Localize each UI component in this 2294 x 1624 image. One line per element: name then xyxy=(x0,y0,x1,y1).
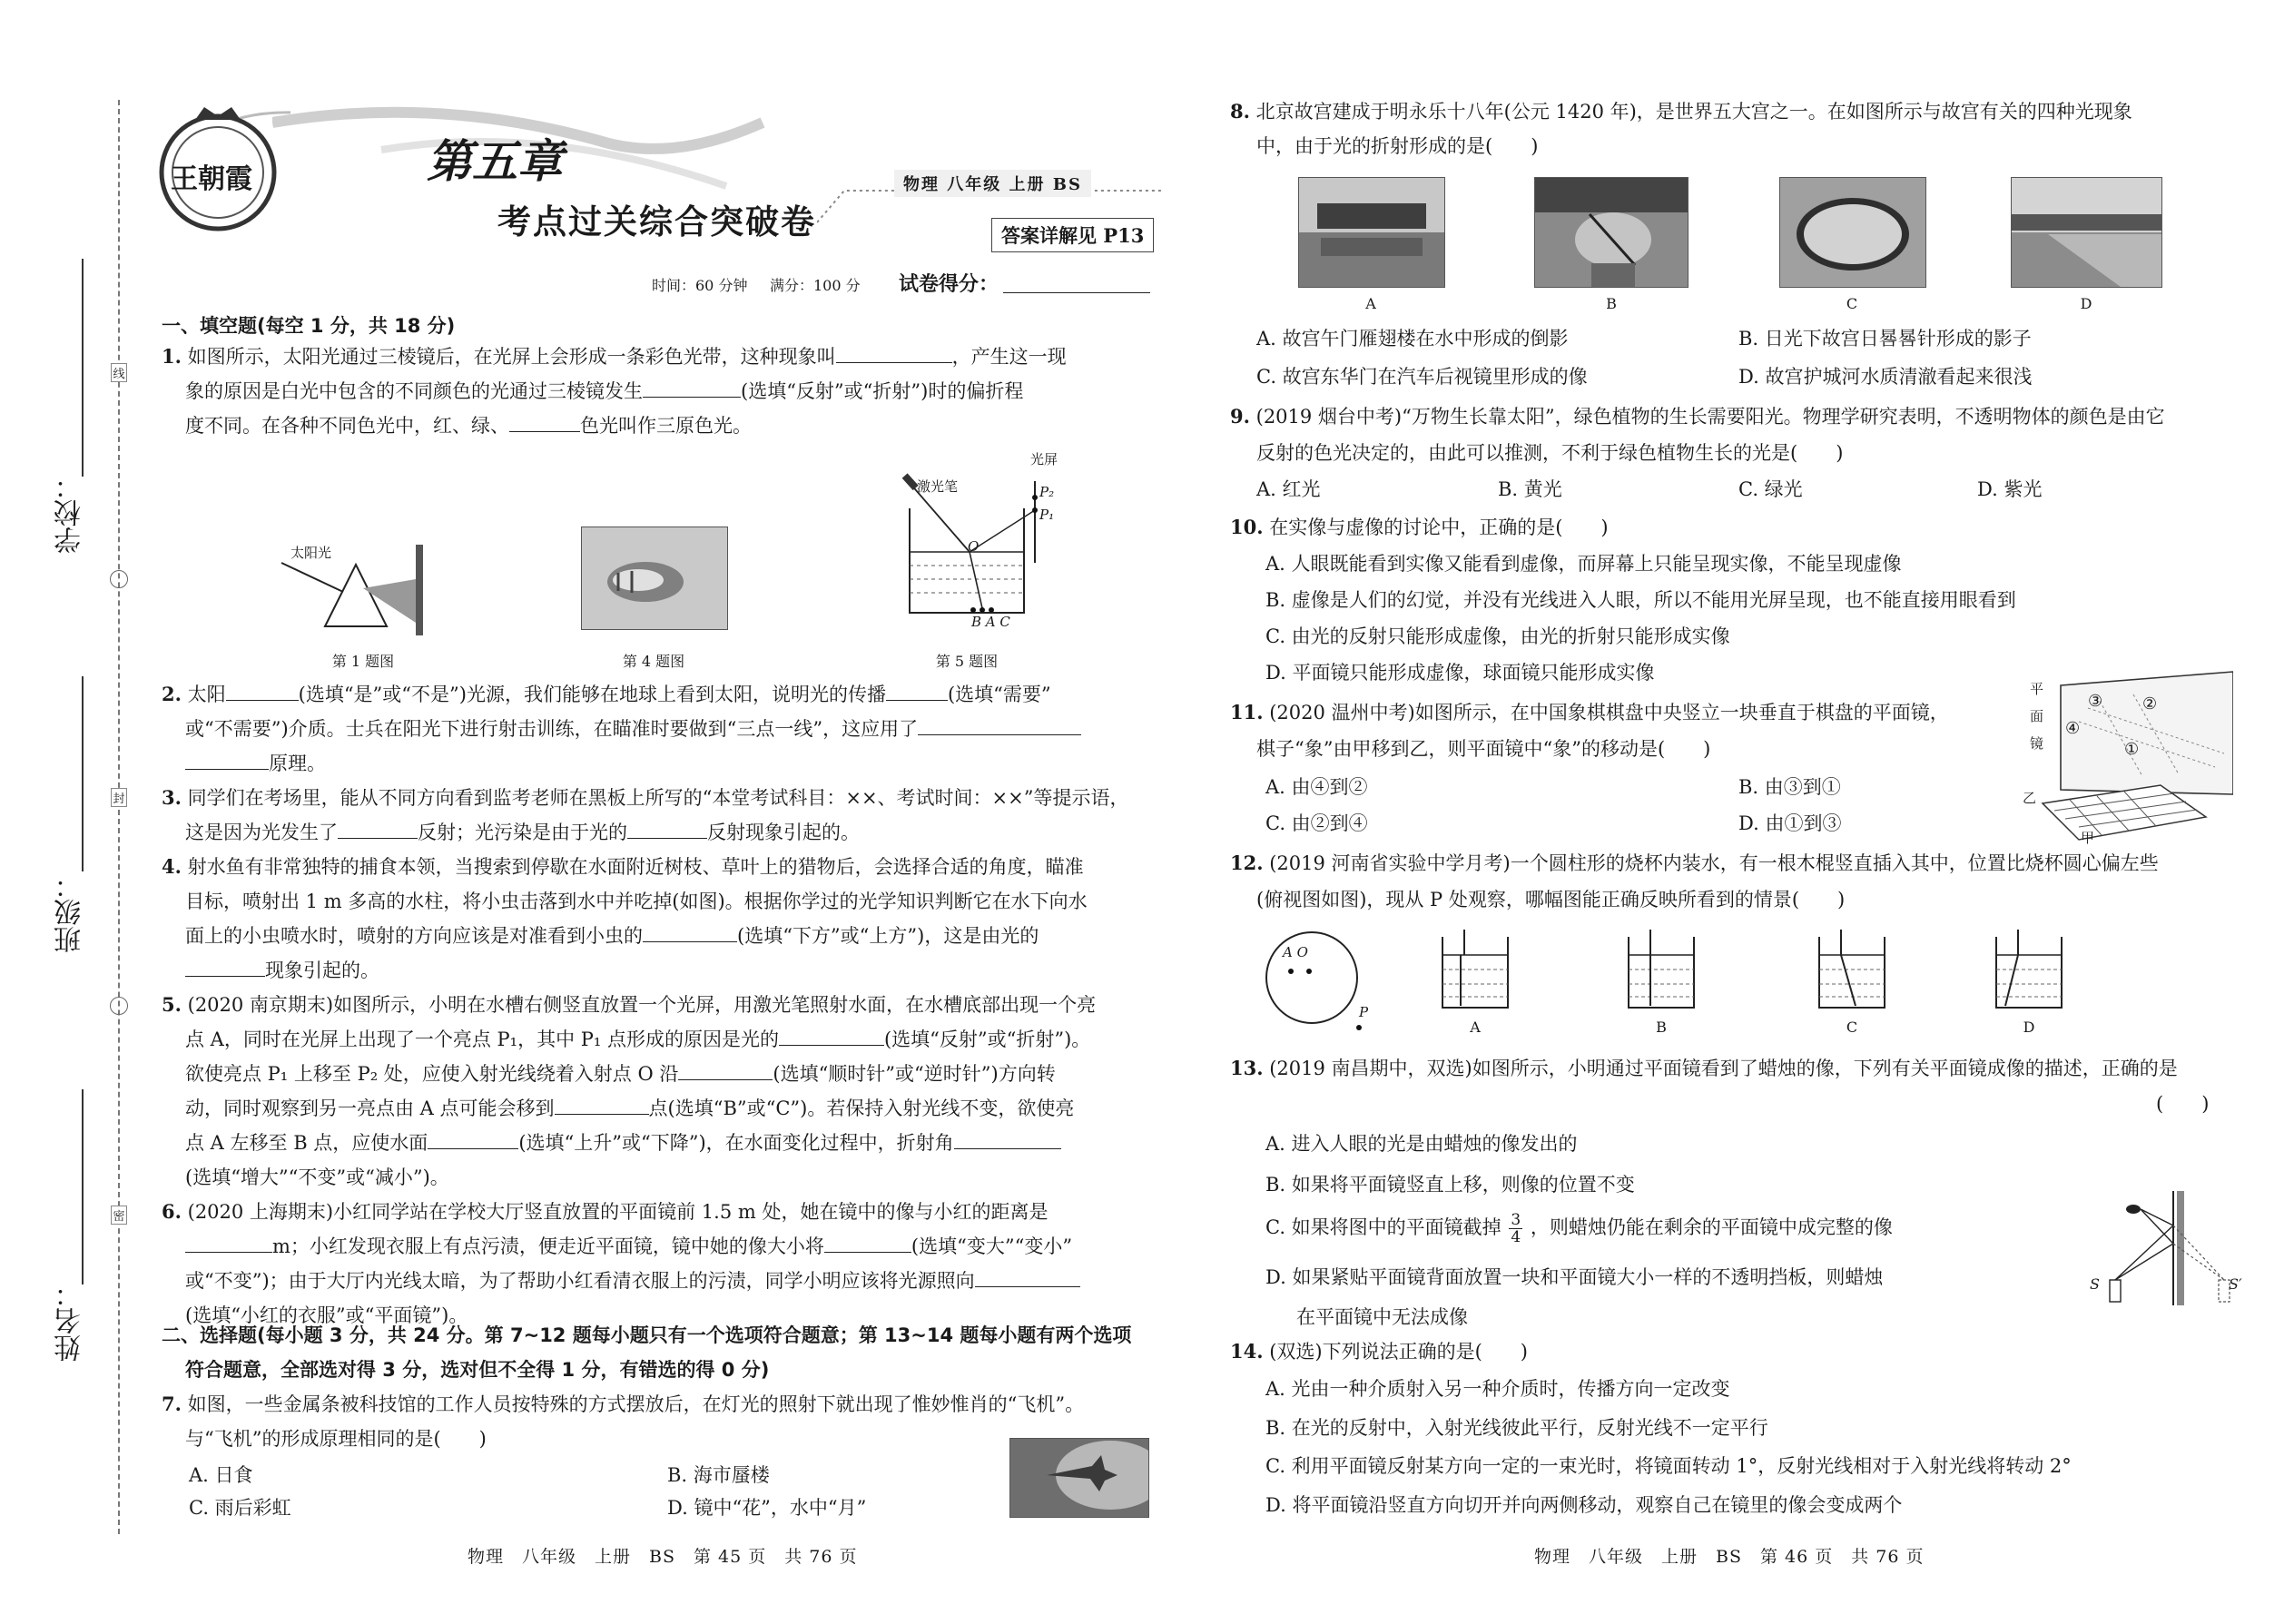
figure-5-caption: 第 5 题图 xyxy=(935,653,999,670)
q7-option-b[interactable]: B. 海市蜃楼 xyxy=(667,1464,770,1486)
name-label: 姓名： xyxy=(54,1280,86,1362)
question-4 xyxy=(162,850,1160,884)
question-1 xyxy=(162,340,1160,374)
points-bac-label: B A C xyxy=(971,614,1010,630)
q11-circle-4: ④ xyxy=(2065,719,2081,738)
q6-text-b: m；小红发现衣服上有点污渍，便走近平面镜，镜中她的像大小将 xyxy=(272,1235,824,1257)
question-7-line-2 xyxy=(185,1422,821,1456)
question-number: 10. xyxy=(1230,516,1264,538)
q12-label-a: A xyxy=(1470,1019,1481,1036)
q12-option-d-figure[interactable] xyxy=(1993,928,2065,1009)
q11-text-b: 棋子“象”由甲移到乙，则平面镜中“象”的移动是( ) xyxy=(1256,738,1711,760)
q13-option-c-text-2: ，则蜡烛仍能在剩余的平面镜中成完整的像 xyxy=(1530,1216,1893,1238)
question-1-line-2 xyxy=(185,374,1166,408)
q9-option-c[interactable]: C. 绿光 xyxy=(1738,478,1803,500)
q8-option-c[interactable]: C. 故宫东华门在汽车后视镜里形成的像 xyxy=(1256,366,1588,388)
q12-option-b-figure[interactable] xyxy=(1625,928,1698,1009)
q7-option-d[interactable]: D. 镜中“花”，水中“月” xyxy=(667,1497,867,1519)
q8-option-d[interactable]: D. 故宫护城河水质清澈看起来很浅 xyxy=(1738,366,2033,388)
q11-option-b[interactable]: B. 由③到① xyxy=(1738,776,1841,798)
q7-airplane-shadow-photo xyxy=(1009,1438,1149,1518)
q13-label-s-prime: S′ xyxy=(2229,1275,2242,1293)
q8-label-a: A xyxy=(1365,295,1376,312)
q11-mirror-label-1: 平 xyxy=(2030,681,2044,697)
q1-text-b: ，产生这一现 xyxy=(951,346,1067,368)
question-number: 3. xyxy=(162,786,182,809)
question-7 xyxy=(162,1387,1160,1422)
score-label: 试卷得分： xyxy=(899,272,999,296)
q13-fraction xyxy=(1509,1212,1522,1245)
q2-text-a: 太阳 xyxy=(187,684,226,705)
binding-dashed-line xyxy=(118,100,120,1534)
q5-text-c: (选填“反射”或“折射”)。 xyxy=(883,1029,1091,1050)
q1-blank-2[interactable] xyxy=(643,375,741,398)
binding-mark-mi: 密 xyxy=(111,1206,127,1225)
question-11-line-2 xyxy=(1256,732,2019,766)
full-score-label: 满分：100 分 xyxy=(770,277,861,294)
question-13 xyxy=(1230,1051,2247,1086)
q12-label-b: B xyxy=(1656,1019,1667,1036)
question-number: 4. xyxy=(162,855,182,878)
q14-text-a: (双选)下列说法正确的是( ) xyxy=(1269,1341,1529,1363)
q12-label-c: C xyxy=(1846,1019,1858,1036)
q1-blank-1[interactable] xyxy=(836,340,952,363)
q5-text-a: (2020 南京期末)如图所示，小明在水槽右侧竖直放置一个光屏，用激光笔照射水面，在水槽底部出现一个亮 xyxy=(187,994,1097,1016)
school-label: 学校： xyxy=(54,472,86,554)
q2-text-b: (选填“是”或“不是”)光源，我们能够在地球上看到太阳，说明光的传播 xyxy=(298,684,886,705)
q5-text-h: 点 A 左移至 B 点，应使水面 xyxy=(185,1132,428,1154)
q4-blank-2[interactable] xyxy=(185,954,265,977)
q11-label-yi: 乙 xyxy=(2023,790,2037,806)
question-5-line-5 xyxy=(185,1126,1166,1160)
q6-blank-3[interactable] xyxy=(975,1265,1080,1287)
binding-mark-feng: 封 xyxy=(111,788,127,807)
q6-text-e: (选填“小红的衣服”或“平面镜”)。 xyxy=(185,1304,468,1326)
q2-blank-3[interactable] xyxy=(918,713,1081,735)
question-number: 2. xyxy=(162,683,182,705)
q12-text-b: (俯视图如图)，现从 P 处观察，哪幅图能正确反映所看到的情景( ) xyxy=(1256,889,1846,910)
q13-option-a[interactable]: A. 进入人眼的光是由蜡烛的像发出的 xyxy=(1265,1133,1578,1155)
answer-reference-box[interactable]: 答案详解见 P13 xyxy=(991,218,1154,252)
q8-photo-c-mirror[interactable] xyxy=(1779,177,1926,288)
chapter-title: 第五章 xyxy=(427,135,563,188)
q1-text-e: 度不同。在各种不同色光中，红、绿、 xyxy=(185,415,509,437)
question-number: 1. xyxy=(162,345,182,368)
q4-blank-1[interactable] xyxy=(643,920,737,942)
question-5-line-6 xyxy=(185,1160,1166,1195)
q4-text-b: 目标，喷射出 1 m 多高的水柱，将小虫击落到水中并吃掉(如图)。根据你学过的光学知识判断它在水下向水 xyxy=(185,891,1088,912)
q14-option-b[interactable]: B. 在光的反射中，入射光线彼此平行，反射光线不一定平行 xyxy=(1265,1417,1768,1439)
q13-label-s: S xyxy=(2090,1275,2100,1293)
question-6-line-3 xyxy=(185,1264,1166,1298)
q7-option-a[interactable]: A. 日食 xyxy=(189,1464,253,1486)
q8-option-a[interactable]: A. 故宫午门雁翅楼在水中形成的倒影 xyxy=(1256,328,1569,349)
question-number: 13. xyxy=(1230,1057,1264,1079)
question-5-line-4 xyxy=(185,1091,1166,1126)
paper-subtitle: 考点过关综合突破卷 xyxy=(497,202,816,241)
question-5-line-2 xyxy=(185,1022,1166,1057)
question-number: 5. xyxy=(162,993,182,1016)
class-line[interactable] xyxy=(82,676,84,871)
q5-blank-3[interactable] xyxy=(555,1092,649,1115)
question-9 xyxy=(1230,399,2238,434)
q5-blank-2[interactable] xyxy=(678,1058,773,1080)
footer-right-page: 物理 八年级 上册 BS 第 46 页 共 76 页 xyxy=(1534,1547,1925,1567)
q11-option-a[interactable]: A. 由④到② xyxy=(1265,776,1368,798)
question-12-line-2 xyxy=(1256,882,2237,917)
q13-fraction-denominator: 4 xyxy=(1511,1228,1521,1246)
q6-text-d: 或“不变”)；由于大厅内光线太暗，为了帮助小红看清衣服上的污渍，同学小明应该将光源照向 xyxy=(185,1270,975,1292)
q8-label-d: D xyxy=(2080,295,2092,312)
q5-text-g: 点(选填“B”或“C”)。若保持入射光线不变，欲使亮 xyxy=(648,1097,1075,1119)
q9-text-b: 反射的色光决定的，由此可以推测，不利于绿色植物生长的光是( ) xyxy=(1256,442,1844,464)
q1-text-d: (选填“反射”或“折射”)时的偏折程 xyxy=(741,380,1024,402)
q2-blank-3-cont[interactable] xyxy=(185,747,269,770)
question-1-line-3 xyxy=(185,408,1166,443)
q8-text-b: 中，由于光的折射形成的是( ) xyxy=(1256,135,1539,157)
question-4-line-2 xyxy=(185,884,1166,919)
q12-point-p xyxy=(1355,1024,1363,1031)
q9-option-b[interactable]: B. 黄光 xyxy=(1498,478,1562,500)
q6-blank-2[interactable] xyxy=(824,1230,911,1253)
q13-text-a: (2019 南昌期中，双选)如图所示，小明通过平面镜看到了蜡烛的像，下列有关平面镜成像的描述，正确的是 xyxy=(1269,1058,2178,1079)
question-3-line-2 xyxy=(185,815,1166,850)
q14-option-d[interactable]: D. 将平面镜沿竖直方向切开并向两侧移动，观察自己在镜里的像会变成两个 xyxy=(1265,1494,1903,1516)
q8-label-b: B xyxy=(1606,295,1617,312)
question-9-line-2 xyxy=(1256,436,2237,470)
q3-blank-2[interactable] xyxy=(627,816,707,839)
q10-text-a: 在实像与虚像的讨论中，正确的是( ) xyxy=(1269,517,1609,538)
q11-text-a: (2020 温州中考)如图所示，在中国象棋棋盘中央竖立一块垂直于棋盘的平面镜， xyxy=(1269,702,1949,723)
point-o-label: O xyxy=(968,538,980,555)
q13-option-c[interactable] xyxy=(1265,1212,1893,1245)
time-label: 时间：60 分钟 xyxy=(652,277,748,294)
q12-option-c-figure[interactable] xyxy=(1816,928,1888,1009)
q11-circle-1: ① xyxy=(2124,740,2140,759)
q13-fraction-numerator: 3 xyxy=(1511,1211,1521,1229)
q11-option-d[interactable]: D. 由①到③ xyxy=(1738,812,1842,834)
q14-option-a[interactable]: A. 光由一种介质射入另一种介质时，传播方向一定改变 xyxy=(1265,1378,1730,1400)
q5-blank-5[interactable] xyxy=(954,1127,1061,1149)
q13-candle-mirror-figure xyxy=(2088,1189,2242,1307)
q11-circle-2: ② xyxy=(2142,694,2158,714)
q1-text-f: 色光叫作三原色光。 xyxy=(580,415,752,437)
q12-top-view-label: A O xyxy=(1283,944,1308,960)
q8-photo-b-sundial[interactable] xyxy=(1534,177,1689,288)
question-8 xyxy=(1230,94,2238,129)
q4-text-d: (选填“下方”或“上方”)，这是由光的 xyxy=(737,925,1039,947)
q1-text-c: 象的原因是白光中包含的不同颜色的光通过三棱镜发生 xyxy=(185,380,643,402)
q6-blank-1[interactable] xyxy=(185,1230,272,1253)
q7-text-a: 如图，一些金属条被科技馆的工作人员按特殊的方式摆放后，在灯光的照射下就出现了惟妙惟肖的“飞机”。 xyxy=(187,1393,1085,1415)
q11-mirror-label-2: 面 xyxy=(2030,708,2044,724)
q9-option-d[interactable]: D. 紫光 xyxy=(1977,478,2043,500)
score-input-line[interactable] xyxy=(1003,292,1150,293)
q1-text-a: 如图所示，太阳光通过三棱镜后，在光屏上会形成一条彩色光带，这种现象叫 xyxy=(187,346,836,368)
q3-blank-1[interactable] xyxy=(338,816,418,839)
q11-label-jia: 甲 xyxy=(2081,830,2095,846)
sunlight-label: 太阳光 xyxy=(290,545,332,561)
q13-option-c-text-1: C. 如果将图中的平面镜截掉 xyxy=(1265,1216,1501,1238)
q5-blank-4[interactable] xyxy=(428,1127,518,1149)
logo-text: 王朝霞 xyxy=(171,163,252,195)
question-number: 9. xyxy=(1230,405,1250,428)
q5-blank-1[interactable] xyxy=(779,1023,884,1046)
class-label: 班级： xyxy=(54,871,86,953)
light-screen-label: 光屏 xyxy=(1030,451,1058,468)
question-5 xyxy=(162,988,1160,1022)
q12-text-a: (2019 河南省实验中学月考)一个圆柱形的烧杯内装水，有一根木棍竖直插入其中，位置比烧杯圆心偏左些 xyxy=(1269,852,2159,874)
question-8-line-2 xyxy=(1256,129,2237,163)
q6-text-c: (选填“变大”“变小” xyxy=(911,1235,1073,1257)
question-number: 8. xyxy=(1230,100,1250,123)
figure-4-archerfish-photo xyxy=(581,527,728,630)
q12-p-label: P xyxy=(1359,1004,1369,1020)
q11-mirror-label-3: 镜 xyxy=(2030,735,2044,752)
laser-pen-label: 激光笔 xyxy=(917,478,959,495)
q1-blank-3[interactable] xyxy=(509,409,580,432)
q7-text-b: 与“飞机”的形成原理相同的是( ) xyxy=(185,1428,487,1450)
q13-answer-paren[interactable]: ( ) xyxy=(2156,1093,2210,1115)
q13-option-d-line-2: 在平面镜中无法成像 xyxy=(1296,1306,1468,1328)
section-two-heading: 二、选择题(每小题 3 分，共 24 分。第 7~12 题每小题只有一个选项符合题意；第 13~14 题每小题有两个选项 xyxy=(162,1324,1132,1346)
q9-text-a: (2019 烟台中考)“万物生长靠太阳”，绿色植物的生长需要阳光。物理学研究表明，不透明物体的颜色是由它 xyxy=(1255,406,2165,428)
q8-text-a: 北京故宫建成于明永乐十八年(公元 1420 年)，是世界五大宫之一。在如图所示与故宫有关的四种光现象 xyxy=(1255,101,2132,123)
q10-option-c[interactable]: C. 由光的反射只能形成虚像，由光的折射只能形成实像 xyxy=(1265,625,1730,647)
q8-label-c: C xyxy=(1846,295,1858,312)
q10-option-a[interactable]: A. 人眼既能看到实像又能看到虚像，而屏幕上只能呈现实像，不能呈现虚像 xyxy=(1265,553,1902,575)
question-5-line-3 xyxy=(185,1057,1166,1091)
q5-text-j: (选填“增大”“不变”或“减小”)。 xyxy=(185,1166,449,1188)
q4-text-e: 现象引起的。 xyxy=(265,960,379,981)
q4-text-c: 面上的小虫喷水时，喷射的方向应该是对准看到小虫的 xyxy=(185,925,643,947)
section-one-heading: 一、填空题(每空 1 分，共 18 分) xyxy=(162,315,456,337)
q5-text-e: (选填“顺时针”或“逆时针”)方向转 xyxy=(773,1063,1056,1085)
question-number: 12. xyxy=(1230,851,1264,874)
q9-option-a[interactable]: A. 红光 xyxy=(1256,478,1321,500)
q2-text-c: (选填“需要” xyxy=(947,684,1051,705)
q13-option-b[interactable]: B. 如果将平面镜竖直上移，则像的位置不变 xyxy=(1265,1174,1635,1196)
figure-1-caption: 第 1 题图 xyxy=(331,653,395,670)
question-6 xyxy=(162,1195,1160,1229)
q5-text-d: 欲使亮点 P₁ 上移至 P₂ 处，应使入射光线绕着入射点 O 沿 xyxy=(185,1063,679,1085)
p1-label: P₁ xyxy=(1039,507,1055,523)
figure-4-caption: 第 4 题图 xyxy=(622,653,685,670)
binding-hole-2 xyxy=(110,997,128,1015)
name-line[interactable] xyxy=(82,1089,84,1284)
school-line[interactable] xyxy=(82,259,84,477)
q8-option-b[interactable]: B. 日光下故宫日晷晷针形成的影子 xyxy=(1738,328,2032,349)
question-11 xyxy=(1230,695,2011,730)
question-number: 6. xyxy=(162,1200,182,1223)
question-2-line-2 xyxy=(185,712,1166,746)
question-6-line-2 xyxy=(185,1229,1166,1264)
q11-option-c[interactable]: C. 由②到④ xyxy=(1265,812,1368,834)
q12-top-view-circle xyxy=(1262,928,1362,1028)
question-14 xyxy=(1230,1334,2238,1369)
q2-blank-2[interactable] xyxy=(886,678,948,701)
q3-text-d: 反射现象引起的。 xyxy=(707,822,860,843)
q4-text-a: 射水鱼有非常独特的捕食本领，当搜索到停歇在水面附近树枝、草叶上的猎物后，会选择合适的角度，瞄准 xyxy=(187,856,1084,878)
question-10 xyxy=(1230,510,2238,545)
q12-option-a-figure[interactable] xyxy=(1439,928,1511,1009)
q14-option-c[interactable]: C. 利用平面镜反射某方向一定的一束光时，将镜面转动 1°，反射光线相对于入射光线将转动 2° xyxy=(1265,1455,2072,1477)
question-3 xyxy=(162,781,1160,815)
q3-text-a: 同学们在考场里，能从不同方向看到监考老师在黑板上所写的“本堂考试科目：××、考试时间：××”等提示语， xyxy=(187,787,1129,809)
question-number: 14. xyxy=(1230,1340,1264,1363)
question-2 xyxy=(162,677,1160,712)
q5-text-i: (选填“上升”或“下降”)，在水面变化过程中，折射角 xyxy=(518,1132,954,1154)
q7-option-c[interactable]: C. 雨后彩虹 xyxy=(189,1497,291,1519)
q10-option-d[interactable]: D. 平面镜只能形成虚像，球面镜只能形成实像 xyxy=(1265,662,1655,684)
q3-text-c: 反射；光污染是由于光的 xyxy=(418,822,627,843)
q8-photo-a-reflection[interactable] xyxy=(1298,177,1445,288)
question-number: 7. xyxy=(162,1393,182,1415)
q12-label-d: D xyxy=(2023,1019,2035,1036)
binding-mark-xian: 线 xyxy=(111,363,127,382)
question-4-line-4 xyxy=(185,953,1166,988)
q10-option-b[interactable]: B. 虚像是人们的幻觉，并没有光线进入人眼，所以不能用光屏呈现，也不能直接用眼看到 xyxy=(1265,589,2016,611)
q6-text-a: (2020 上海期末)小红同学站在学校大厅竖直放置的平面镜前 1.5 m 处，她在镜中的像与小红的距离是 xyxy=(187,1201,1049,1223)
q8-photo-d-moat[interactable] xyxy=(2011,177,2162,288)
q2-text-d: 或“不需要”)介质。士兵在阳光下进行射击训练，在瞄准时要做到“三点一线”，这应用了 xyxy=(185,718,919,740)
q5-text-f: 动，同时观察到另一亮点由 A 点可能会移到 xyxy=(185,1097,555,1119)
q2-blank-1[interactable] xyxy=(226,678,299,701)
binding-hole-1 xyxy=(110,570,128,588)
footer-left-page: 物理 八年级 上册 BS 第 45 页 共 76 页 xyxy=(468,1547,858,1567)
section-two-heading-line-2: 符合题意，全部选对得 3 分，选对但不全得 1 分，有错选的得 0 分) xyxy=(185,1359,770,1381)
q5-text-b: 点 A，同时在光屏上出现了一个亮点 P₁，其中 P₁ 点形成的原因是光的 xyxy=(185,1029,779,1050)
q13-option-d[interactable]: D. 如果紧贴平面镜背面放置一块和平面镜大小一样的不透明挡板，则蜡烛 xyxy=(1265,1266,1884,1288)
question-2-line-3 xyxy=(185,746,1166,781)
question-12 xyxy=(1230,846,2238,881)
q2-text-e: 原理。 xyxy=(269,753,326,774)
q3-text-b: 这是因为光发生了 xyxy=(185,822,338,843)
question-4-line-3 xyxy=(185,919,1166,953)
q11-circle-3: ③ xyxy=(2088,692,2103,711)
subject-tag: 物理 八年级 上册 BS xyxy=(894,170,1091,197)
p2-label: P₂ xyxy=(1039,484,1055,500)
question-number: 11. xyxy=(1230,701,1264,723)
